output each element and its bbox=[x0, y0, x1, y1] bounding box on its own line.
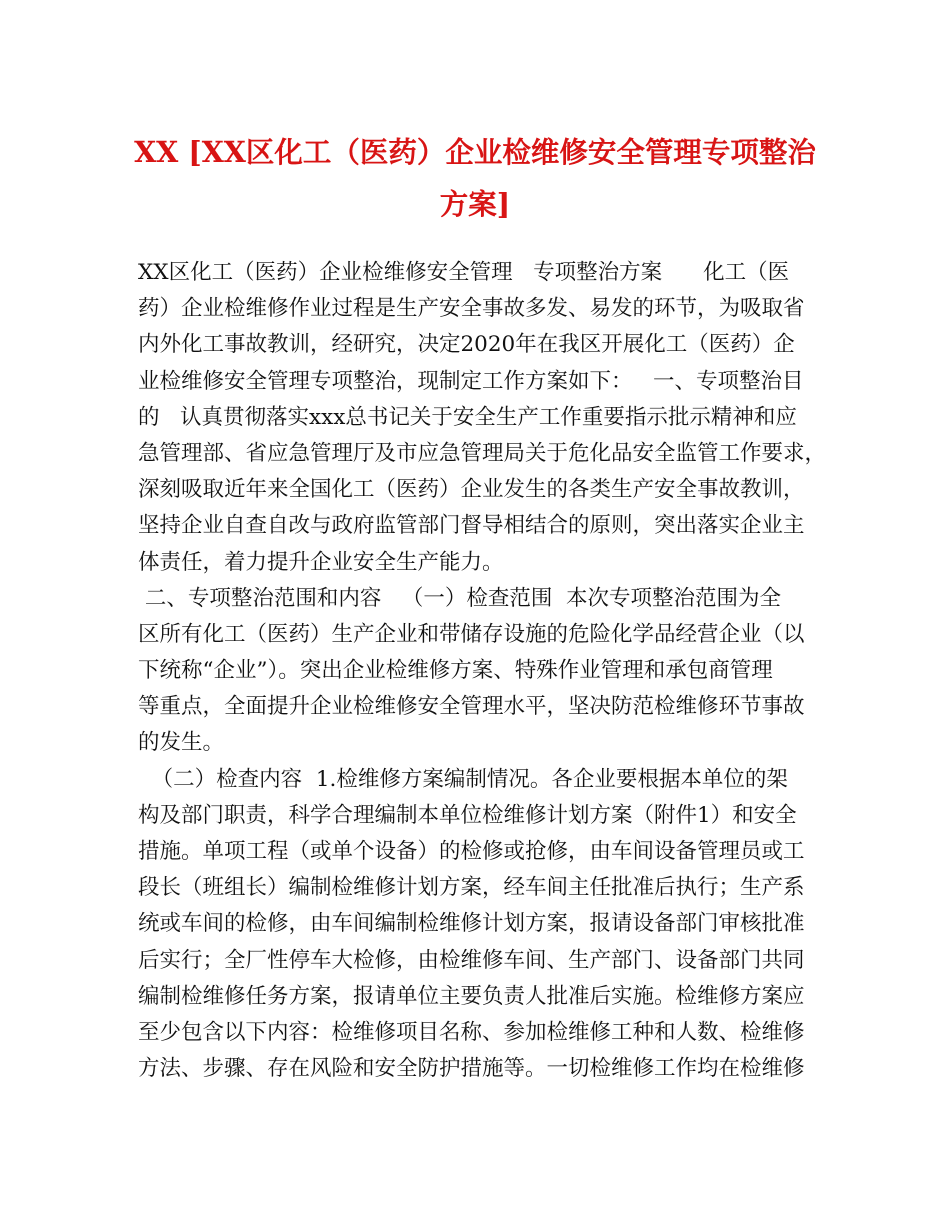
body-line-9: 体责任，着力提升企业安全生产能力。 bbox=[138, 549, 504, 575]
body-line-21: 编制检维修任务方案，报请单位主要负责人批准后实施。检维修方案应 bbox=[138, 983, 805, 1009]
body-line-16: 构及部门职责，科学合理编制本单位检维修计划方案（附件1）和安全 bbox=[138, 802, 797, 828]
title-line-1: XX [XX区化工（医药）企业检维修安全管理专项整治 bbox=[134, 135, 816, 169]
body-line-12: 下统称“企业”）。突出企业检维修方案、特殊作业管理和承包商管理 bbox=[138, 658, 773, 684]
body-line-19: 统或车间的检修，由车间编制检维修计划方案，报请设备部门审核批准 bbox=[138, 911, 805, 937]
document-body bbox=[138, 255, 838, 1087]
body-line-22: 至少包含以下内容：检维修项目名称、参加检维修工种和人数、检维修 bbox=[138, 1019, 805, 1045]
body-line-20: 后实行；全厂性停车大检修，由检维修车间、生产部门、设备部门共同 bbox=[138, 947, 805, 973]
title-line-2: 方案] bbox=[439, 187, 511, 221]
body-line-5: 的 认真贯彻落实xxx总书记关于安全生产工作重要指示批示精神和应 bbox=[138, 404, 797, 430]
body-line-8: 坚持企业自查自改与政府监管部门督导相结合的原则，突出落实企业主 bbox=[138, 513, 805, 539]
body-line-18: 段长（班组长）编制检维修计划方案，经车间主任批准后执行；生产系 bbox=[138, 875, 805, 901]
body-line-23: 方法、步骤、存在风险和安全防护措施等。一切检维修工作均在检维修 bbox=[138, 1056, 805, 1082]
body-line-14: 的发生。 bbox=[138, 730, 225, 756]
body-line-2: 药）企业检维修作业过程是生产安全事故多发、易发的环节，为吸取省 bbox=[138, 296, 805, 322]
body-line-17: 措施。单项工程（或单个设备）的检修或抢修，由车间设备管理员或工 bbox=[138, 839, 805, 864]
document-title bbox=[0, 126, 950, 230]
body-line-13: 等重点，全面提升企业检维修安全管理水平，坚决防范检维修环节事故 bbox=[138, 694, 805, 720]
body-line-15: （二）检查内容 1.检维修方案编制情况。各企业要根据本单位的架 bbox=[138, 766, 788, 792]
body-line-4: 业检维修安全管理专项整治，现制定工作方案如下： 一、专项整治目 bbox=[138, 368, 804, 394]
body-line-6: 急管理部、省应急管理厅及市应急管理局关于危化品安全监管工作要求， bbox=[138, 440, 827, 466]
body-line-11: 区所有化工（医药）生产企业和带储存设施的危险化学品经营企业（以 bbox=[138, 621, 805, 647]
body-line-1: XX区化工（医药）企业检维修安全管理 专项整治方案 化工（医 bbox=[138, 260, 790, 285]
body-line-7: 深刻吸取近年来全国化工（医药）企业发生的各类生产安全事故教训， bbox=[138, 477, 805, 503]
body-line-10: 二、专项整治范围和内容 （一）检查范围 本次专项整治范围为全 bbox=[138, 585, 782, 611]
body-line-3: 内外化工事故教训，经研究，决定2020年在我区开展化工（医药）企 bbox=[138, 332, 795, 358]
